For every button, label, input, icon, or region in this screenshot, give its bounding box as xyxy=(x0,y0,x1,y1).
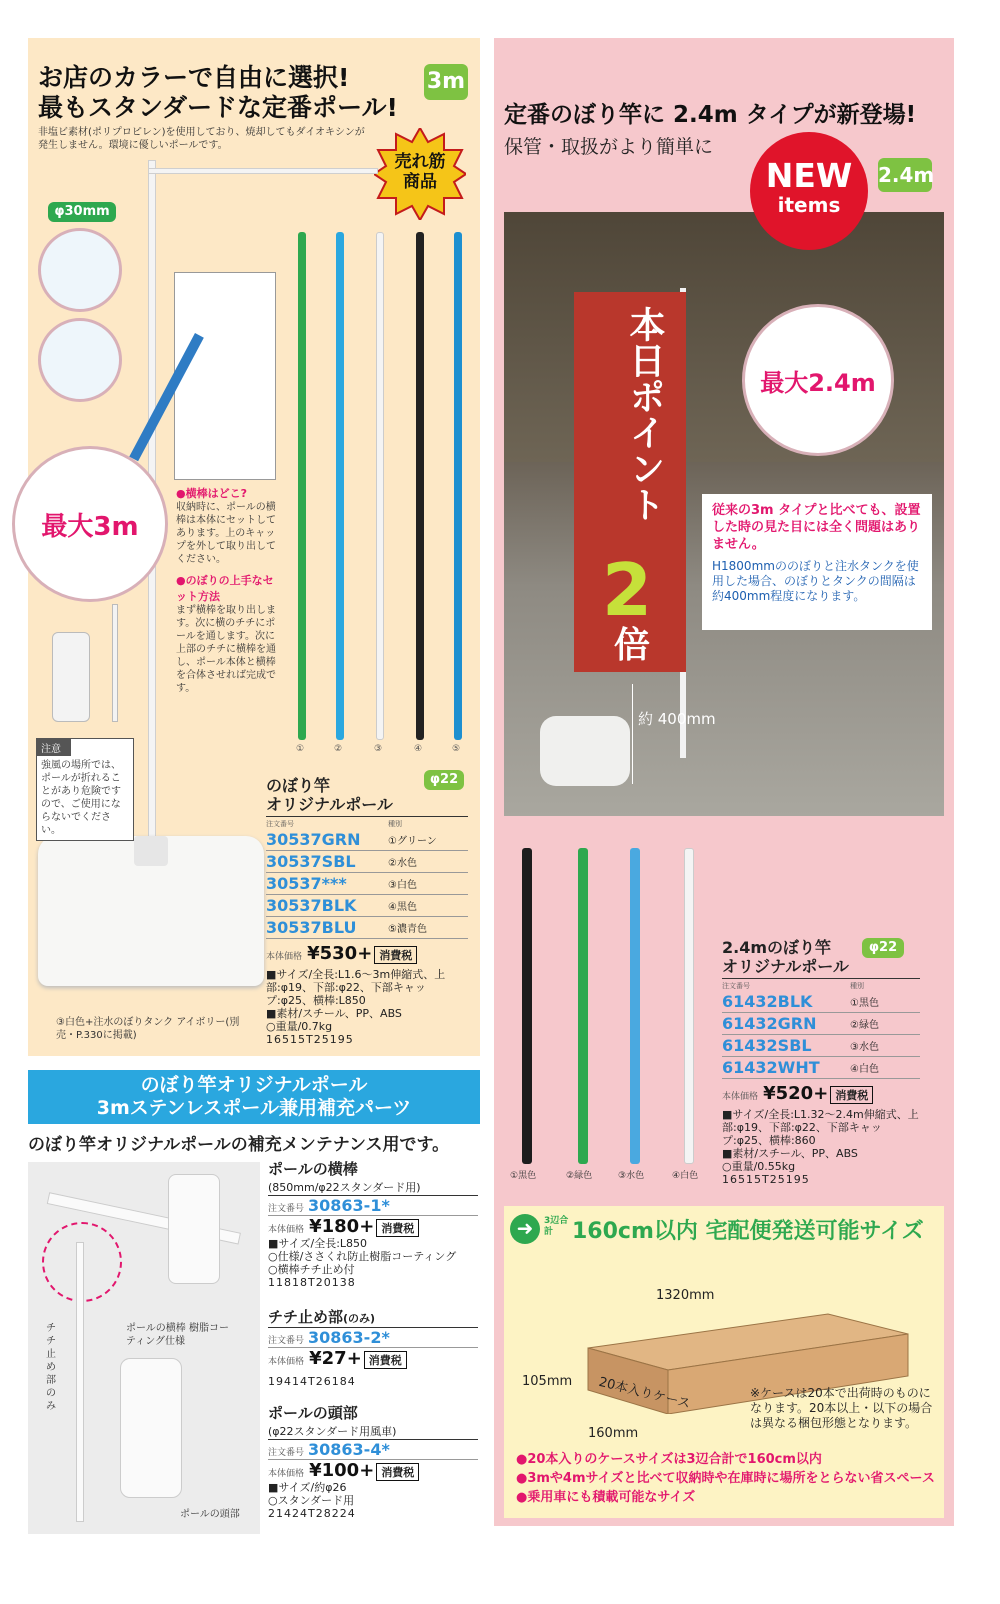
diameter-badge: φ30mm xyxy=(48,202,116,222)
pole-color-1 xyxy=(298,232,306,740)
price-value: ¥520 xyxy=(763,1083,814,1104)
product-title-line2: オリジナルポール xyxy=(722,957,920,979)
pole-24-4 xyxy=(684,848,694,1164)
pole-24-label-4: ④白色 xyxy=(672,1171,699,1181)
table-row xyxy=(722,991,920,1013)
length-badge-3m: 3m xyxy=(424,64,468,100)
caution-box xyxy=(36,738,134,841)
spec-size: ■サイズ/全長:L1.6〜3m伸縮式、上部:φ19、下部:φ22、下部キャップ:φ25、横棒:L850 xyxy=(266,968,446,1007)
flag-end: 倍 xyxy=(614,625,651,666)
parts-price: ¥180 xyxy=(309,1216,360,1237)
parts-item-yokobo: ポールの横棒 (850mm/φ22スタンダード用) 注文番号 30863-1* 本体価格 ¥180+ 消費税 ■サイズ/全長:L850 ○仕様/ささくれ防止樹脂コーティング ○横棒チチ止め付 11818T20138 xyxy=(268,1158,478,1289)
order-code: 30537GRN xyxy=(266,830,361,849)
order-code: 61432GRN xyxy=(722,1014,817,1033)
kind: ③白色 xyxy=(388,880,417,891)
pole-24-label-1: ①黒色 xyxy=(510,1171,537,1181)
pole-color-5 xyxy=(454,232,462,740)
col-order: 注文番号 xyxy=(266,820,294,828)
tank-cap-image xyxy=(134,836,168,866)
product-block-2-4m xyxy=(722,938,920,1186)
order-label: 注文番号 xyxy=(268,1448,305,1458)
parts-jan: 19414T26184 xyxy=(268,1375,356,1388)
parts-subtitle: のぼり竿オリジナルポールの補充メンテナンス用です。 xyxy=(28,1135,450,1155)
price-label: 本体価格 xyxy=(268,1225,305,1235)
comparison-blue: H1800mmののぼりと注水タンクを使用した場合、のぼりとタンクの間隔は約400mm程度になります。 xyxy=(712,559,919,603)
arrow-icon: ➜ xyxy=(510,1214,540,1244)
caption-chichi: チチ止め部のみ xyxy=(46,1323,56,1412)
pole-num-3: ③ xyxy=(374,744,383,754)
flag-big-number: 2 xyxy=(602,548,653,632)
parts-spec: ■サイズ/約φ26 xyxy=(268,1481,347,1494)
bullet-item: ●3mや4mサイズと比べて収納時や在庫時に場所をとらない省スペース xyxy=(516,1471,935,1486)
comparison-red: 従来の3m タイプと比べても、設置した時の見た目には全く問題はありません。 xyxy=(712,503,921,552)
max-3m-text: 最大3m xyxy=(41,511,139,542)
parts-name: ポールの頭部 xyxy=(268,1404,358,1422)
price-label: 本体価格 xyxy=(268,1469,305,1479)
pole-num-2: ② xyxy=(334,744,343,754)
pole-24-1 xyxy=(522,848,532,1164)
box-label: 20本入りケース xyxy=(597,1374,692,1413)
pole-stick-part-image xyxy=(112,604,118,722)
case-note: ※ケースは20本で出荷時のものになります。20本以上・以下の場合は異なる梱包形態となります。 xyxy=(750,1386,933,1430)
yoko-question: ●横棒はどこ? xyxy=(176,487,247,500)
col-kind: 種別 xyxy=(850,982,864,990)
product-title-line1: 2.4mのぼり竿 xyxy=(722,938,832,957)
red-flag xyxy=(574,292,686,672)
bullet-item: ●乗用車にも積載可能なサイズ xyxy=(516,1490,696,1505)
flag-text: 本日ポイント xyxy=(624,306,665,522)
tank-note: ③白色+注水のぼりタンク アイボリー(別売・P.330に掲載) xyxy=(56,1017,240,1041)
crossbar-inset-photo xyxy=(174,272,276,480)
price-line: 本体価格 ¥520+ 消費税 xyxy=(722,1083,920,1104)
price-label: 本体価格 xyxy=(266,952,303,962)
left-headline-1: お店のカラーで自由に選択! xyxy=(38,63,350,92)
measure-line xyxy=(632,684,633,784)
spec-material: ■素材/スチール、PP、ABS xyxy=(722,1147,858,1160)
table-row xyxy=(722,1057,920,1079)
kind: ④黒色 xyxy=(388,902,417,913)
ship-title: 160cm以内 宅配便発送可能サイズ xyxy=(572,1219,924,1244)
tax-label: 消費税 xyxy=(364,1351,407,1369)
table-row xyxy=(266,851,468,873)
dim-height: 105mm xyxy=(522,1374,573,1389)
table-row xyxy=(266,873,468,895)
new-text: NEW xyxy=(765,156,853,195)
kind: ①黒色 xyxy=(850,998,879,1009)
price-label: 本体価格 xyxy=(722,1092,759,1102)
spec-weight: ○重量/0.7kg xyxy=(266,1020,333,1033)
best-seller-line2: 商品 xyxy=(403,172,437,192)
bullet-item: ●20本入りのケースサイズは3辺合計で160cm以内 xyxy=(516,1452,822,1467)
table-row xyxy=(722,1035,920,1057)
kind: ④白色 xyxy=(850,1064,879,1075)
spec-weight: ○重量/0.55kg xyxy=(722,1160,796,1173)
left-note: 非塩ビ素材(ポリプロピレン)を使用しており、焼却してもダイオキシンが発生しません。環境に優しいポールです。 xyxy=(38,127,365,151)
col-kind: 種別 xyxy=(388,820,402,828)
parts-item-chichi: チチ止め部(のみ) 注文番号 30863-2* 本体価格 ¥27+ 消費税 19414T26184 xyxy=(268,1306,478,1388)
table-header xyxy=(266,819,468,829)
kind: ②緑色 xyxy=(850,1020,879,1031)
dim-width: 160mm xyxy=(588,1426,639,1441)
pole-color-2 xyxy=(336,232,344,740)
parts-sub: (φ22スタンダード用風車) xyxy=(268,1423,478,1440)
price-value: ¥530 xyxy=(307,943,358,964)
order-code: 30537*** xyxy=(266,874,347,893)
caption-yoko: ポールの横棒 樹脂コーティング仕様 xyxy=(126,1323,229,1347)
order-code: 30537SBL xyxy=(266,852,356,871)
parts-banner xyxy=(28,1070,480,1124)
best-seller-badge xyxy=(374,128,466,220)
col-order: 注文番号 xyxy=(722,982,750,990)
max-2-4m-text: 最大2.4m xyxy=(760,368,876,397)
parts-sub: (850mm/φ22スタンダード用) xyxy=(268,1179,478,1196)
kind: ⑤濃青色 xyxy=(388,924,427,935)
parts-spec: ○仕様/ささくれ防止樹脂コーティング xyxy=(268,1250,457,1263)
dim-length: 1320mm xyxy=(656,1288,715,1303)
product-title-line1: のぼり竿 xyxy=(266,776,331,795)
spec-size: ■サイズ/全長:L1.32〜2.4m伸縮式、上部:φ19、下部:φ22、下部キャップ:φ25、横棒:860 xyxy=(722,1108,919,1147)
items-text: items xyxy=(777,193,841,217)
order-code: 30537BLU xyxy=(266,918,357,937)
yoko-help xyxy=(176,485,280,695)
parts-spec: ■サイズ/全長:L850 xyxy=(268,1237,368,1250)
kind: ③水色 xyxy=(850,1042,879,1053)
table-row xyxy=(266,895,468,917)
pole-num-5: ⑤ xyxy=(452,744,461,754)
left-headline-2: 最もスタンダードな定番ポール! xyxy=(38,93,398,122)
spec-code: 16515T25195 xyxy=(722,1173,810,1186)
table-row xyxy=(266,829,468,851)
pole-head-image xyxy=(120,1358,182,1498)
product-phi-badge: φ22 xyxy=(424,770,464,790)
parts-name: チチ止め部 xyxy=(268,1308,344,1326)
order-code: 30537BLK xyxy=(266,896,357,915)
bullet-list xyxy=(516,1450,935,1507)
parts-jan: 21424T28224 xyxy=(268,1507,356,1520)
pole-24-label-2: ②緑色 xyxy=(566,1171,593,1181)
comparison-box xyxy=(702,494,932,630)
spec-code: 16515T25195 xyxy=(266,1033,354,1046)
table-row xyxy=(266,917,468,939)
order-label: 注文番号 xyxy=(268,1204,305,1214)
order-code: 61432SBL xyxy=(722,1036,812,1055)
table-row xyxy=(722,1013,920,1035)
order-code: 61432WHT xyxy=(722,1058,820,1077)
pole-24-3 xyxy=(630,848,640,1164)
order-code: 61432BLK xyxy=(722,992,813,1011)
water-tank-photo xyxy=(540,716,630,786)
order-label: 注文番号 xyxy=(268,1336,305,1346)
ship-small-label: 3辺合計 xyxy=(544,1216,569,1237)
tax-label: 消費税 xyxy=(376,1463,419,1481)
product-title-line2: オリジナルポール xyxy=(266,795,468,817)
product-phi-badge: φ22 xyxy=(862,938,904,958)
spec-material: ■素材/スチール、PP、ABS xyxy=(266,1007,402,1020)
pole-crossbar-image xyxy=(148,168,378,174)
right-headline-2: 保管・取扱がより簡単に xyxy=(504,136,714,158)
pole-closeup-1 xyxy=(38,228,122,312)
pole-joint-image xyxy=(168,1174,220,1284)
parts-photo xyxy=(28,1162,260,1534)
parts-banner-line2: 3mステンレスポール兼用補充パーツ xyxy=(96,1097,412,1119)
parts-price: ¥100 xyxy=(309,1460,360,1481)
pole-24-2 xyxy=(578,848,588,1164)
parts-sub: (のみ) xyxy=(343,1312,376,1325)
pole-closeup-2 xyxy=(38,318,122,402)
pole-num-4: ④ xyxy=(414,744,423,754)
tax-label: 消費税 xyxy=(376,1219,419,1237)
measure-text: 約 400mm xyxy=(638,710,716,728)
set-method-text: まず横棒を取り出します。次に横のチチにポールを通します。次に上部のチチに横棒を通し、ポール本体と横棒を合体させれば完成です。 xyxy=(176,605,276,694)
tax-label: 消費税 xyxy=(374,946,417,964)
pole-24-label-3: ③水色 xyxy=(618,1171,645,1181)
tax-label: 消費税 xyxy=(830,1086,873,1104)
max-3m-circle xyxy=(12,446,168,602)
price-label: 本体価格 xyxy=(268,1357,305,1367)
pole-color-3 xyxy=(376,232,384,740)
length-badge-2-4m: 2.4m xyxy=(878,158,932,192)
table-header xyxy=(722,981,920,991)
new-items-badge xyxy=(750,132,868,250)
right-headline-1: 定番のぼり竿に 2.4m タイプが新登場! xyxy=(504,102,917,128)
parts-price: ¥27 xyxy=(309,1348,347,1369)
parts-code: 30863-4* xyxy=(308,1440,390,1459)
parts-jan: 11818T20138 xyxy=(268,1276,356,1289)
pole-num-1: ① xyxy=(296,744,305,754)
caution-text: 強風の場所では、ポールが折れることがあり危険ですので、ご使用にならないでください。 xyxy=(41,760,121,836)
product-block-3m xyxy=(266,772,468,1046)
pole-color-4 xyxy=(416,232,424,740)
shipping-section xyxy=(504,1206,944,1518)
max-2-4m-circle xyxy=(742,304,894,456)
parts-code: 30863-2* xyxy=(308,1328,390,1347)
parts-banner-line1: のぼり竿オリジナルポール xyxy=(140,1074,368,1096)
caption-head: ポールの頭部 xyxy=(180,1509,240,1520)
pole-part-image xyxy=(76,1242,84,1522)
kind: ②水色 xyxy=(388,858,417,869)
parts-spec: ○スタンダード用 xyxy=(268,1494,355,1507)
best-seller-line1: 売れ筋 xyxy=(394,152,446,172)
yoko-answer: 収納時に、ポールの横棒は本体にセットしてあります。上のキャップを外して取り出してください。 xyxy=(176,502,276,565)
parts-name: ポールの横棒 xyxy=(268,1160,358,1178)
price-line: 本体価格 ¥530+ 消費税 xyxy=(266,943,468,964)
kind: ①グリーン xyxy=(388,836,437,847)
caution-title: 注意 xyxy=(37,739,71,756)
parts-spec: ○横棒チチ止め付 xyxy=(268,1263,355,1276)
parts-item-head: ポールの頭部 (φ22スタンダード用風車) 注文番号 30863-4* 本体価格 ¥100+ 消費税 ■サイズ/約φ26 ○スタンダード用 21424T28224 xyxy=(268,1402,478,1520)
parts-code: 30863-1* xyxy=(308,1196,390,1215)
pole-head-part-image xyxy=(52,632,90,722)
set-method-title: ●のぼりの上手なセット方法 xyxy=(176,574,274,603)
